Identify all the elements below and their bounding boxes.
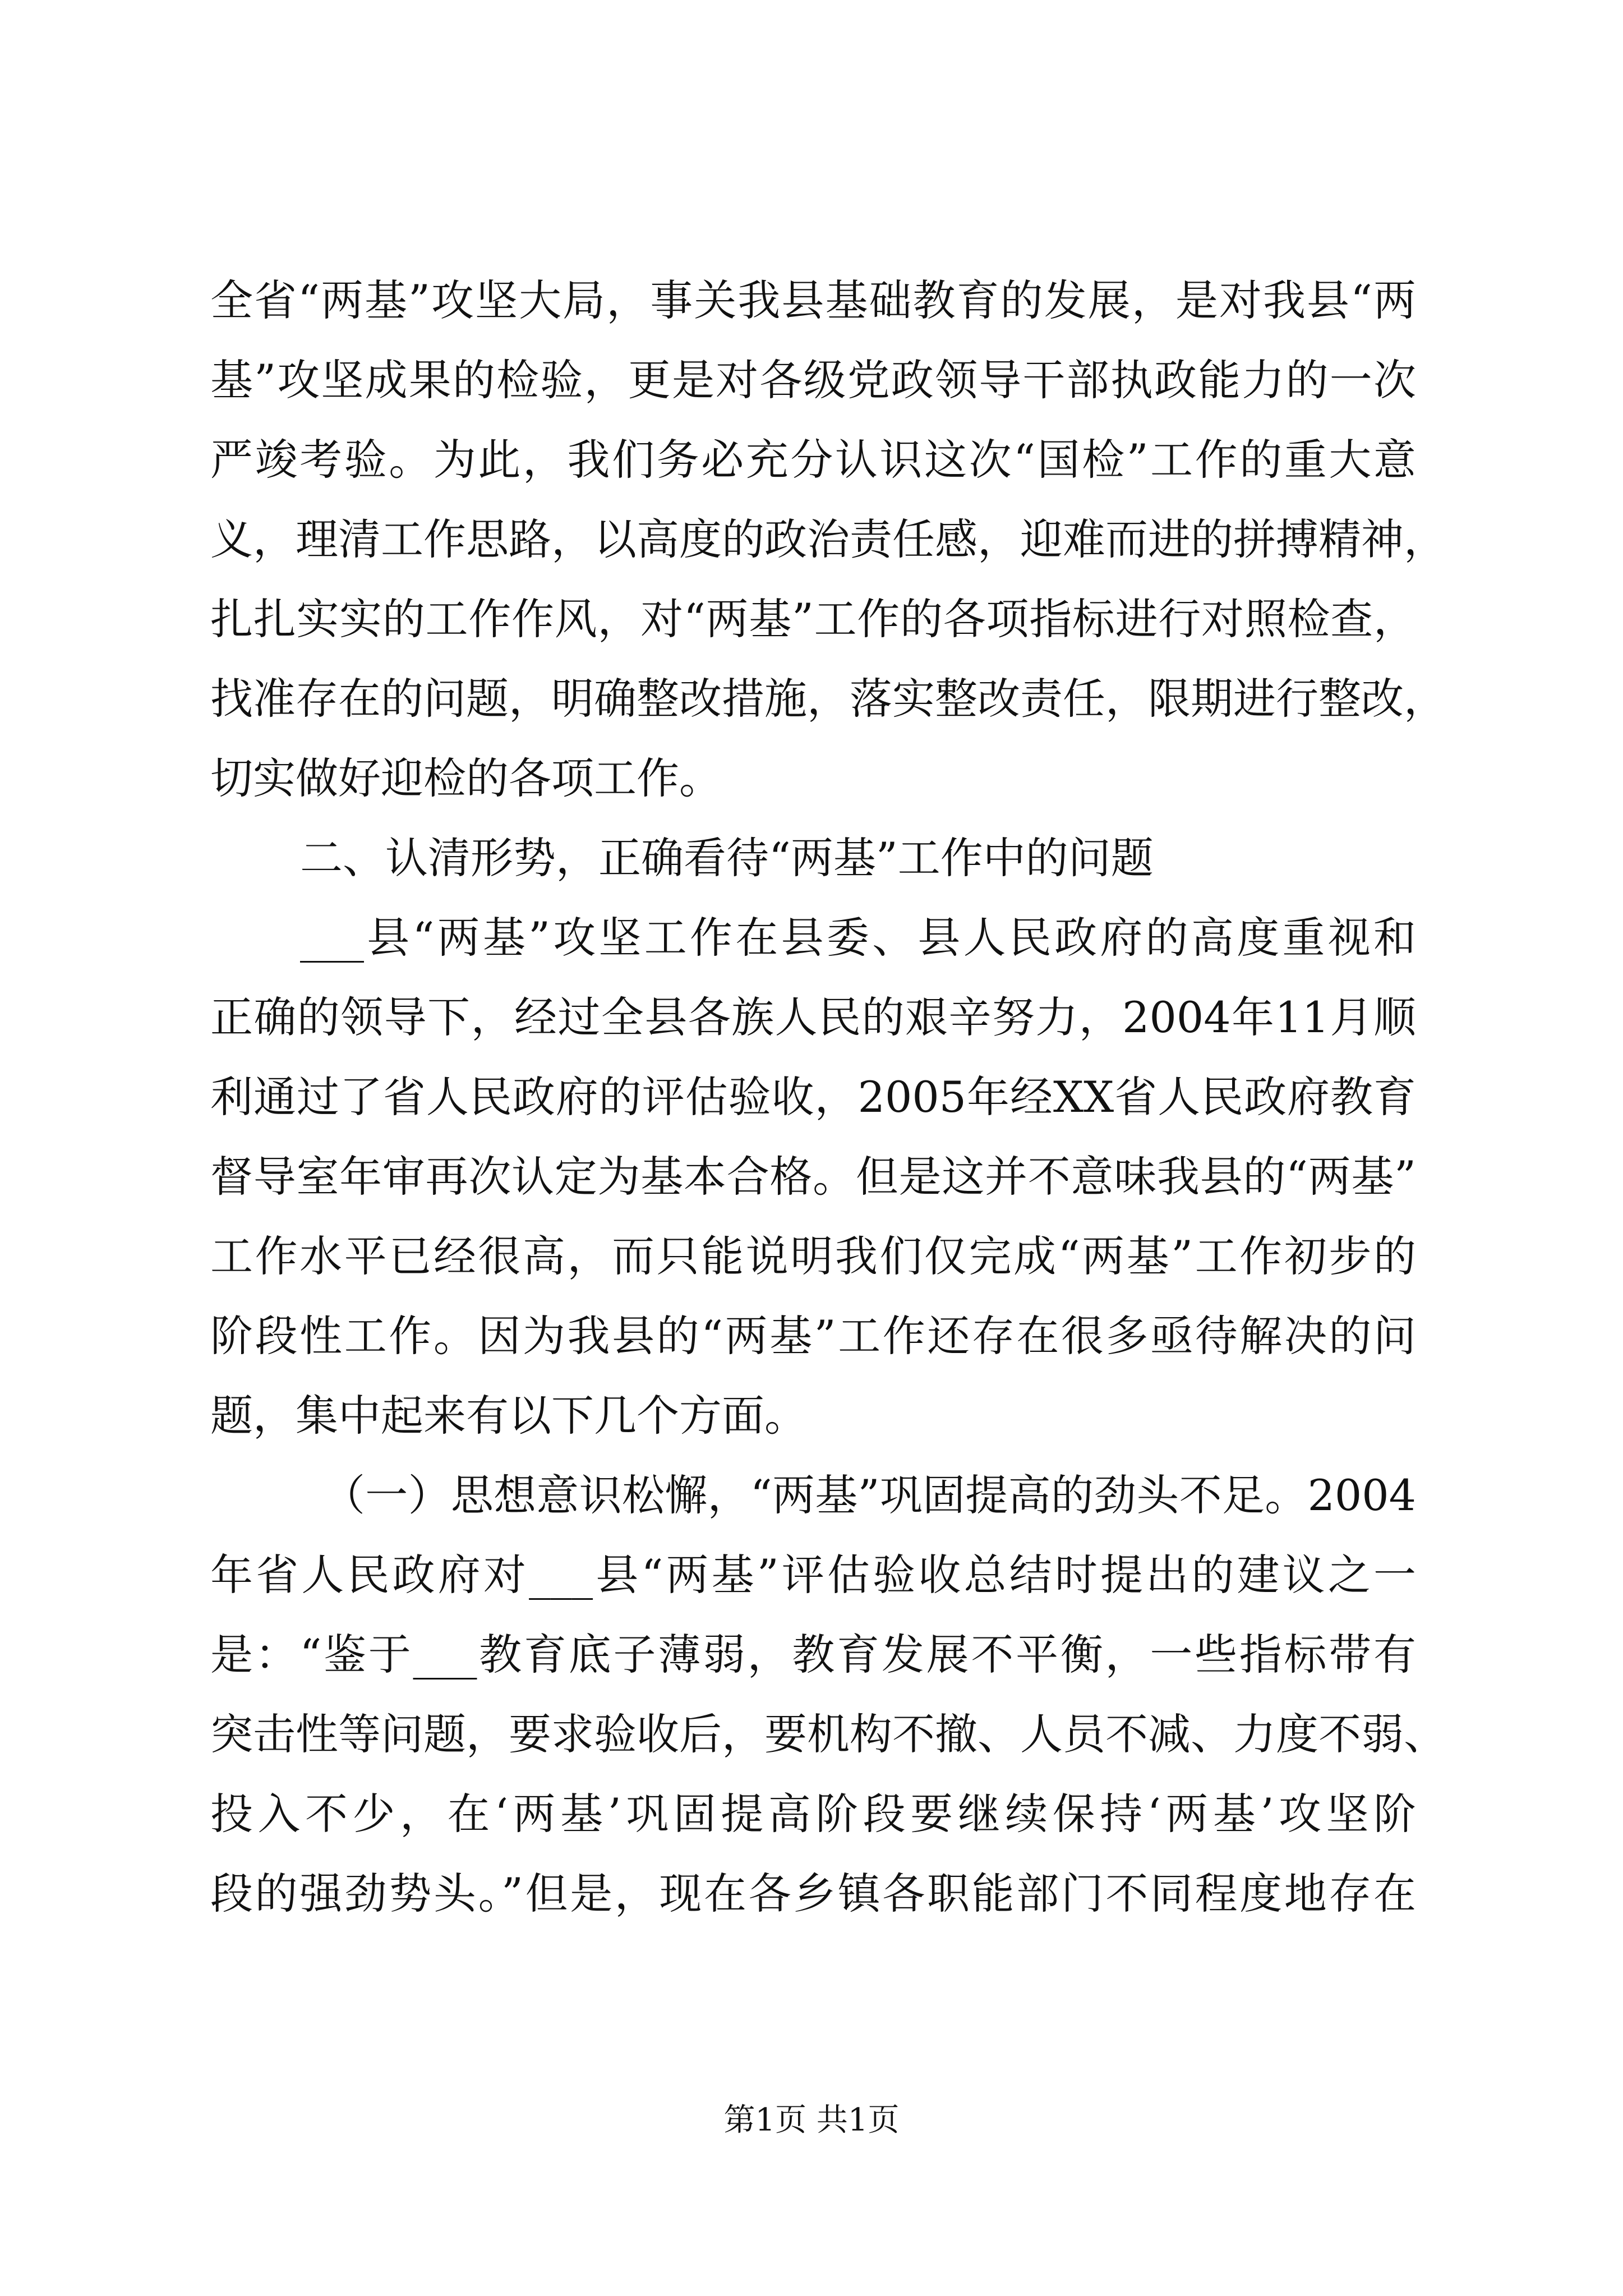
text-line: 督导室年审再次认定为基本合格。但是这并不意味我县的“两基” <box>210 1152 1416 1202</box>
text-line: 是：“鉴于___教育底子薄弱，教育发展不平衡，一些指标带有 <box>210 1630 1416 1680</box>
subsection-heading: （一）思想意识松懈，“两基”巩固提高的劲头不足。2004 <box>322 1470 1416 1520</box>
text-line: 突击性等问题，要求验收后，要机构不撤、人员不减、力度不弱、 <box>210 1709 1446 1759</box>
text-line: 切实做好迎检的各项工作。 <box>210 753 722 803</box>
text-line: 严竣考验。为此，我们务必充分认识这次“国检”工作的重大意 <box>210 435 1416 485</box>
text-line: 题，集中起来有以下几个方面。 <box>210 1391 807 1441</box>
text-line: 利通过了省人民政府的评估验收，2005年经XX省人民政府教育 <box>210 1072 1416 1122</box>
text-line: 全省“两基”攻坚大局，事关我县基础教育的发展，是对我县“两 <box>210 275 1416 325</box>
text-line: 投入不少，在‘两基’巩固提高阶段要继续保持‘两基’攻坚阶 <box>210 1789 1416 1839</box>
text-line: ___县“两基”攻坚工作在县委、县人民政府的高度重视和 <box>300 913 1416 963</box>
text-line: 阶段性工作。因为我县的“两基”工作还存在很多亟待解决的问 <box>210 1311 1416 1361</box>
document-body <box>210 261 1446 1934</box>
text-line: 找准存在的问题，明确整改措施，落实整改责任，限期进行整改， <box>210 674 1446 724</box>
text-line: 段的强劲势头。”但是，现在各乡镇各职能部门不同程度地存在 <box>210 1869 1416 1918</box>
text-line: 扎扎实实的工作作风，对“两基”工作的各项指标进行对照检查， <box>210 594 1416 644</box>
section-heading: 二、认清形势，正确看待“两基”工作中的问题 <box>300 833 1154 883</box>
page-number-footer: 第1页 共1页 <box>723 2102 900 2138</box>
text-line: 工作水平已经很高，而只能说明我们仅完成“两基”工作初步的 <box>210 1231 1416 1281</box>
text-line: 年省人民政府对___县“两基”评估验收总结时提出的建议之一 <box>210 1550 1416 1600</box>
text-line: 正确的领导下，经过全县各族人民的艰辛努力，2004年11月顺 <box>210 992 1416 1042</box>
text-line: 基”攻坚成果的检验，更是对各级党政领导干部执政能力的一次 <box>210 355 1416 405</box>
text-line: 义，理清工作思路，以高度的政治责任感，迎难而进的拼搏精神， <box>210 514 1446 564</box>
